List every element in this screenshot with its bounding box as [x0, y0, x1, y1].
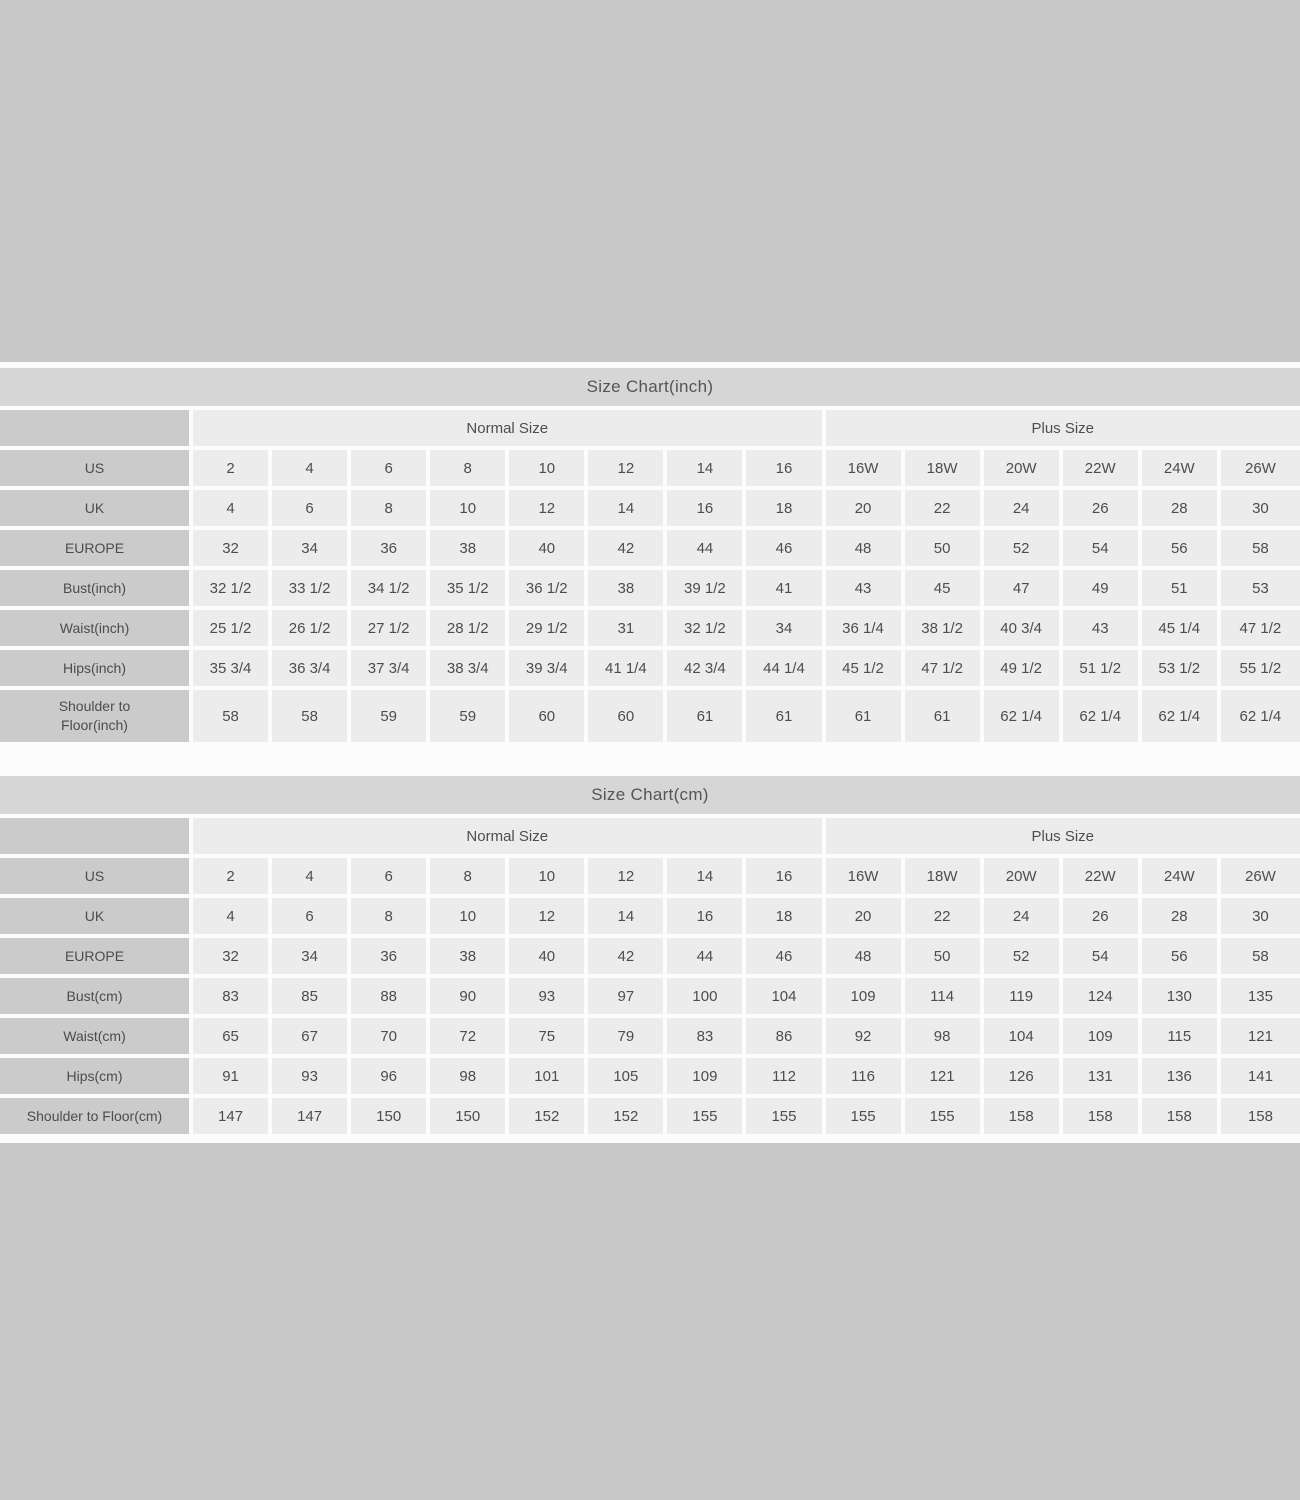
size-cell: 34 [272, 530, 351, 570]
size-cell: 104 [746, 978, 825, 1018]
size-cell: 98 [430, 1058, 509, 1098]
size-cell: 147 [272, 1098, 351, 1138]
size-cell: 109 [826, 978, 905, 1018]
size-cell: 85 [272, 978, 351, 1018]
size-cell: 67 [272, 1018, 351, 1058]
table-row [0, 490, 1300, 530]
size-cell: 35 1/2 [430, 570, 509, 610]
size-cell: 60 [588, 690, 667, 746]
size-chart-panel [0, 362, 1300, 1143]
size-cell: 34 1/2 [351, 570, 430, 610]
size-cell: 24 [984, 490, 1063, 530]
table-row [0, 978, 1300, 1018]
size-cell: 48 [826, 938, 905, 978]
size-cell: 116 [826, 1058, 905, 1098]
size-cell: 135 [1221, 978, 1300, 1018]
row-label: Shoulder to Floor(inch) [0, 690, 193, 746]
size-cell: 61 [667, 690, 746, 746]
size-cell: 26 [1063, 490, 1142, 530]
row-label: Waist(inch) [0, 610, 193, 650]
size-cell: 4 [193, 898, 272, 938]
corner-cell [0, 410, 193, 450]
size-cell: 56 [1142, 938, 1221, 978]
size-cell: 59 [351, 690, 430, 746]
size-cell: 96 [351, 1058, 430, 1098]
size-cell: 14 [588, 490, 667, 530]
size-cell: 12 [588, 450, 667, 490]
size-cell: 62 1/4 [1063, 690, 1142, 746]
size-cell: 32 [193, 938, 272, 978]
size-cell: 41 1/4 [588, 650, 667, 690]
size-cell: 121 [1221, 1018, 1300, 1058]
size-cell: 152 [509, 1098, 588, 1138]
size-cell: 158 [1063, 1098, 1142, 1138]
size-cell: 141 [1221, 1058, 1300, 1098]
size-cell: 39 3/4 [509, 650, 588, 690]
size-cell: 72 [430, 1018, 509, 1058]
size-cell: 50 [905, 530, 984, 570]
size-cell: 109 [1063, 1018, 1142, 1058]
table-row [0, 858, 1300, 898]
size-cell: 6 [272, 898, 351, 938]
size-cell: 16 [746, 450, 825, 490]
size-cell: 22W [1063, 450, 1142, 490]
size-cell: 59 [430, 690, 509, 746]
size-cell: 98 [905, 1018, 984, 1058]
size-cell: 121 [905, 1058, 984, 1098]
size-cell: 14 [588, 898, 667, 938]
size-cell: 155 [667, 1098, 746, 1138]
size-cell: 45 1/2 [826, 650, 905, 690]
size-cell: 75 [509, 1018, 588, 1058]
size-cell: 34 [272, 938, 351, 978]
size-cell: 6 [351, 858, 430, 898]
size-cell: 47 [984, 570, 1063, 610]
group-header-plus-size: Plus Size [826, 818, 1300, 858]
size-cell: 10 [430, 898, 509, 938]
size-cell: 6 [351, 450, 430, 490]
size-cell: 48 [826, 530, 905, 570]
group-header-row [0, 818, 1300, 858]
size-cell: 58 [1221, 938, 1300, 978]
size-cell: 62 1/4 [1142, 690, 1221, 746]
size-cell: 131 [1063, 1058, 1142, 1098]
size-cell: 52 [984, 938, 1063, 978]
size-cell: 30 [1221, 898, 1300, 938]
size-cell: 8 [430, 450, 509, 490]
size-cell: 20W [984, 858, 1063, 898]
size-cell: 45 1/4 [1142, 610, 1221, 650]
size-cell: 32 [193, 530, 272, 570]
size-cell: 126 [984, 1058, 1063, 1098]
size-cell: 158 [1142, 1098, 1221, 1138]
size-cell: 90 [430, 978, 509, 1018]
size-cell: 155 [746, 1098, 825, 1138]
size-cell: 91 [193, 1058, 272, 1098]
size-cell: 26 1/2 [272, 610, 351, 650]
row-label: US [0, 858, 193, 898]
size-cell: 8 [430, 858, 509, 898]
size-cell: 36 [351, 530, 430, 570]
size-cell: 39 1/2 [667, 570, 746, 610]
table-row [0, 690, 1300, 746]
size-cell: 44 [667, 938, 746, 978]
row-label: Shoulder to Floor(cm) [0, 1098, 193, 1138]
row-label: EUROPE [0, 530, 193, 570]
size-cell: 130 [1142, 978, 1221, 1018]
size-table-inch [0, 410, 1300, 746]
table-row [0, 610, 1300, 650]
size-cell: 60 [509, 690, 588, 746]
size-cell: 50 [905, 938, 984, 978]
size-cell: 155 [905, 1098, 984, 1138]
size-cell: 40 [509, 938, 588, 978]
size-cell: 56 [1142, 530, 1221, 570]
size-cell: 22 [905, 490, 984, 530]
size-cell: 61 [746, 690, 825, 746]
size-cell: 101 [509, 1058, 588, 1098]
size-cell: 47 1/2 [1221, 610, 1300, 650]
size-cell: 26W [1221, 858, 1300, 898]
corner-cell [0, 818, 193, 858]
size-cell: 4 [193, 490, 272, 530]
size-cell: 44 1/4 [746, 650, 825, 690]
size-cell: 40 [509, 530, 588, 570]
size-chart-inch-table-slot [0, 410, 1300, 746]
size-cell: 55 1/2 [1221, 650, 1300, 690]
size-cell: 24 [984, 898, 1063, 938]
size-cell: 16 [667, 490, 746, 530]
size-cell: 32 1/2 [667, 610, 746, 650]
size-cell: 24W [1142, 450, 1221, 490]
size-cell: 158 [984, 1098, 1063, 1138]
size-cell: 104 [984, 1018, 1063, 1058]
table-row [0, 1098, 1300, 1138]
group-header-normal-size: Normal Size [193, 818, 826, 858]
size-cell: 14 [667, 450, 746, 490]
size-chart-cm-title: Size Chart(cm) [0, 776, 1300, 814]
size-cell: 36 1/4 [826, 610, 905, 650]
size-cell: 49 1/2 [984, 650, 1063, 690]
size-cell: 36 3/4 [272, 650, 351, 690]
size-cell: 43 [1063, 610, 1142, 650]
size-cell: 70 [351, 1018, 430, 1058]
size-cell: 29 1/2 [509, 610, 588, 650]
size-cell: 2 [193, 858, 272, 898]
size-cell: 27 1/2 [351, 610, 430, 650]
size-cell: 83 [667, 1018, 746, 1058]
size-cell: 109 [667, 1058, 746, 1098]
group-header-plus-size: Plus Size [826, 410, 1300, 450]
size-cell: 51 [1142, 570, 1221, 610]
size-cell: 54 [1063, 530, 1142, 570]
size-cell: 38 [430, 530, 509, 570]
group-header-row [0, 410, 1300, 450]
size-cell: 4 [272, 450, 351, 490]
size-cell: 43 [826, 570, 905, 610]
size-cell: 20W [984, 450, 1063, 490]
size-cell: 28 [1142, 490, 1221, 530]
size-cell: 20 [826, 490, 905, 530]
size-cell: 22 [905, 898, 984, 938]
row-label: Hips(inch) [0, 650, 193, 690]
size-cell: 10 [430, 490, 509, 530]
size-cell: 97 [588, 978, 667, 1018]
row-label: Bust(cm) [0, 978, 193, 1018]
size-cell: 8 [351, 490, 430, 530]
size-cell: 34 [746, 610, 825, 650]
size-cell: 18W [905, 450, 984, 490]
size-cell: 16 [667, 898, 746, 938]
size-cell: 150 [430, 1098, 509, 1138]
size-cell: 61 [905, 690, 984, 746]
table-row [0, 898, 1300, 938]
size-cell: 12 [588, 858, 667, 898]
row-label: Waist(cm) [0, 1018, 193, 1058]
size-cell: 18W [905, 858, 984, 898]
size-cell: 152 [588, 1098, 667, 1138]
size-cell: 100 [667, 978, 746, 1018]
size-cell: 18 [746, 490, 825, 530]
size-cell: 35 3/4 [193, 650, 272, 690]
size-cell: 10 [509, 450, 588, 490]
size-cell: 36 [351, 938, 430, 978]
size-cell: 38 [430, 938, 509, 978]
row-label: US [0, 450, 193, 490]
size-cell: 30 [1221, 490, 1300, 530]
size-cell: 36 1/2 [509, 570, 588, 610]
size-cell: 20 [826, 898, 905, 938]
size-cell: 45 [905, 570, 984, 610]
size-cell: 115 [1142, 1018, 1221, 1058]
size-cell: 16W [826, 858, 905, 898]
size-cell: 58 [193, 690, 272, 746]
size-cell: 93 [272, 1058, 351, 1098]
size-cell: 8 [351, 898, 430, 938]
size-cell: 28 [1142, 898, 1221, 938]
size-cell: 10 [509, 858, 588, 898]
size-cell: 155 [826, 1098, 905, 1138]
size-cell: 2 [193, 450, 272, 490]
size-cell: 12 [509, 898, 588, 938]
table-row [0, 570, 1300, 610]
size-cell: 38 [588, 570, 667, 610]
size-cell: 62 1/4 [984, 690, 1063, 746]
size-cell: 158 [1221, 1098, 1300, 1138]
size-chart-inch [0, 368, 1300, 746]
size-cell: 32 1/2 [193, 570, 272, 610]
size-cell: 28 1/2 [430, 610, 509, 650]
size-cell: 49 [1063, 570, 1142, 610]
size-cell: 150 [351, 1098, 430, 1138]
size-cell: 44 [667, 530, 746, 570]
row-label: UK [0, 490, 193, 530]
row-label: Hips(cm) [0, 1058, 193, 1098]
size-cell: 16 [746, 858, 825, 898]
size-cell: 65 [193, 1018, 272, 1058]
size-cell: 88 [351, 978, 430, 1018]
size-cell: 58 [272, 690, 351, 746]
table-row [0, 650, 1300, 690]
size-cell: 47 1/2 [905, 650, 984, 690]
size-cell: 61 [826, 690, 905, 746]
size-cell: 54 [1063, 938, 1142, 978]
size-cell: 83 [193, 978, 272, 1018]
size-cell: 42 [588, 530, 667, 570]
size-cell: 124 [1063, 978, 1142, 1018]
size-cell: 31 [588, 610, 667, 650]
size-cell: 93 [509, 978, 588, 1018]
size-cell: 41 [746, 570, 825, 610]
size-cell: 92 [826, 1018, 905, 1058]
size-cell: 4 [272, 858, 351, 898]
table-row [0, 1058, 1300, 1098]
size-cell: 119 [984, 978, 1063, 1018]
size-cell: 40 3/4 [984, 610, 1063, 650]
size-chart-inch-title: Size Chart(inch) [0, 368, 1300, 406]
size-cell: 6 [272, 490, 351, 530]
size-cell: 42 3/4 [667, 650, 746, 690]
size-cell: 22W [1063, 858, 1142, 898]
size-cell: 52 [984, 530, 1063, 570]
size-cell: 18 [746, 898, 825, 938]
size-cell: 38 1/2 [905, 610, 984, 650]
size-cell: 58 [1221, 530, 1300, 570]
table-row [0, 530, 1300, 570]
table-row [0, 450, 1300, 490]
size-cell: 53 1/2 [1142, 650, 1221, 690]
size-chart-cm [0, 776, 1300, 1138]
size-cell: 37 3/4 [351, 650, 430, 690]
size-cell: 86 [746, 1018, 825, 1058]
table-row [0, 1018, 1300, 1058]
table-row [0, 938, 1300, 978]
size-cell: 53 [1221, 570, 1300, 610]
size-cell: 42 [588, 938, 667, 978]
size-cell: 26W [1221, 450, 1300, 490]
size-table-cm [0, 818, 1300, 1138]
size-cell: 136 [1142, 1058, 1221, 1098]
size-cell: 26 [1063, 898, 1142, 938]
size-cell: 24W [1142, 858, 1221, 898]
size-cell: 46 [746, 938, 825, 978]
size-cell: 12 [509, 490, 588, 530]
size-cell: 105 [588, 1058, 667, 1098]
size-cell: 25 1/2 [193, 610, 272, 650]
size-chart-cm-table-slot [0, 818, 1300, 1138]
row-label: Bust(inch) [0, 570, 193, 610]
row-label: EUROPE [0, 938, 193, 978]
size-cell: 79 [588, 1018, 667, 1058]
size-cell: 114 [905, 978, 984, 1018]
size-cell: 112 [746, 1058, 825, 1098]
size-cell: 51 1/2 [1063, 650, 1142, 690]
size-cell: 33 1/2 [272, 570, 351, 610]
size-cell: 46 [746, 530, 825, 570]
size-cell: 147 [193, 1098, 272, 1138]
size-cell: 14 [667, 858, 746, 898]
size-cell: 62 1/4 [1221, 690, 1300, 746]
row-label: UK [0, 898, 193, 938]
size-cell: 38 3/4 [430, 650, 509, 690]
group-header-normal-size: Normal Size [193, 410, 826, 450]
size-cell: 16W [826, 450, 905, 490]
